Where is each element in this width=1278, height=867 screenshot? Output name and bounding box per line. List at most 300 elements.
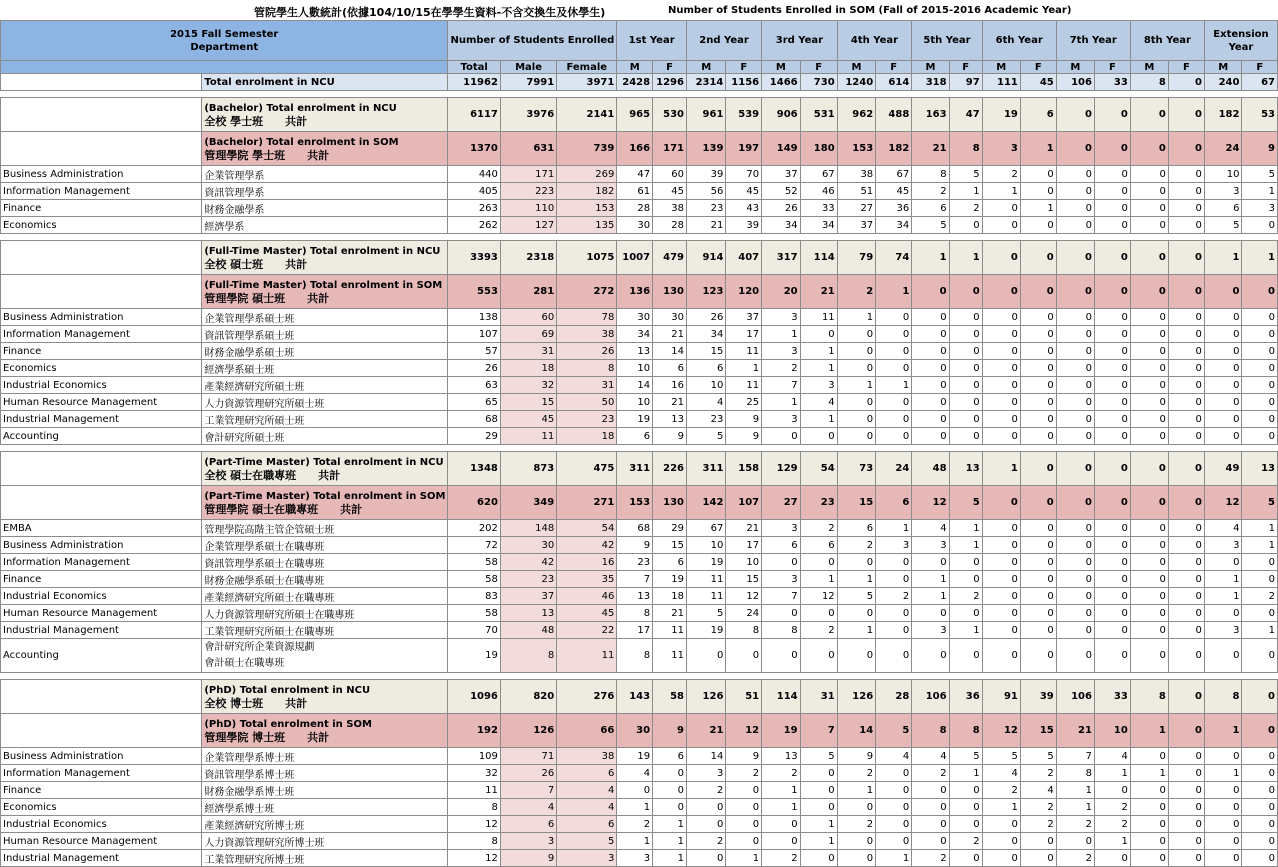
spacer-row	[1, 234, 1278, 241]
value-cell: 0	[982, 377, 1020, 394]
value-cell: 14	[837, 714, 876, 748]
value-cell: 0	[1242, 554, 1278, 571]
value-cell: 0	[1056, 588, 1094, 605]
value-cell: 19	[617, 411, 653, 428]
value-cell: 1	[762, 326, 801, 343]
value-cell: 32	[500, 377, 556, 394]
year-header-8: 8th Year	[1130, 21, 1204, 61]
ncu-summary-label	[202, 98, 448, 132]
value-cell: 0	[1020, 571, 1056, 588]
value-cell: 7	[800, 714, 837, 748]
department-row	[1, 850, 1278, 867]
value-cell: 631	[500, 132, 556, 166]
value-cell: 114	[800, 241, 837, 275]
value-cell: 135	[557, 217, 617, 234]
value-cell: 5	[557, 833, 617, 850]
value-cell: 1	[1204, 765, 1242, 782]
value-cell: 5	[800, 748, 837, 765]
value-cell: 0	[1130, 309, 1168, 326]
value-cell: 0	[1168, 571, 1204, 588]
value-cell: 26	[448, 360, 500, 377]
value-cell: 0	[837, 411, 876, 428]
value-cell: 0	[1130, 200, 1168, 217]
value-cell: 4	[876, 748, 912, 765]
value-cell: 2	[876, 588, 912, 605]
value-cell: 23	[500, 571, 556, 588]
som-summary-row	[1, 714, 1278, 748]
value-cell: 6	[653, 554, 687, 571]
value-cell: 0	[912, 326, 949, 343]
value-cell: 37	[500, 588, 556, 605]
value-cell: 6	[837, 520, 876, 537]
value-cell: 2	[837, 765, 876, 782]
value-cell: 276	[557, 680, 617, 714]
department-name: Accounting	[1, 639, 202, 673]
value-cell: 0	[1242, 833, 1278, 850]
value-cell: 5	[982, 748, 1020, 765]
value-cell: 2	[800, 520, 837, 537]
value-cell: 0	[912, 799, 949, 816]
value-cell: 1	[1020, 200, 1056, 217]
som-summary-label	[202, 714, 448, 748]
value-cell: 0	[1242, 309, 1278, 326]
value-cell: 281	[500, 275, 556, 309]
value-cell: 25	[726, 394, 762, 411]
department-name: Human Resource Management	[1, 394, 202, 411]
value-cell: 54	[800, 452, 837, 486]
value-cell: 30	[617, 217, 653, 234]
value-cell: 1	[726, 360, 762, 377]
value-cell: 0	[800, 554, 837, 571]
value-cell: 0	[1168, 680, 1204, 714]
value-cell: 1	[1020, 132, 1056, 166]
value-cell: 0	[949, 782, 982, 799]
value-cell: 0	[949, 816, 982, 833]
semester-header	[1, 21, 448, 61]
value-cell: 15	[686, 343, 725, 360]
value-cell: 1	[800, 833, 837, 850]
value-cell: 67	[876, 166, 912, 183]
value-cell: 0	[1094, 639, 1130, 673]
value-cell: 2141	[557, 98, 617, 132]
value-cell: 0	[1204, 605, 1242, 622]
value-cell: 0	[1130, 217, 1168, 234]
value-cell: 0	[1204, 799, 1242, 816]
value-cell: 0	[800, 799, 837, 816]
value-cell: 0	[653, 765, 687, 782]
value-cell: 8	[557, 360, 617, 377]
value-cell: 1	[653, 816, 687, 833]
value-cell: 129	[762, 452, 801, 486]
value-cell: 0	[1094, 275, 1130, 309]
department-name-zh: 會計研究所碩士班	[202, 428, 448, 445]
blank-cell	[1, 486, 202, 520]
department-name: Economics	[1, 360, 202, 377]
summary-label-zh: 管理學院 學士班 共計	[204, 148, 330, 162]
value-cell: 0	[1056, 537, 1094, 554]
value-cell: 1	[800, 411, 837, 428]
value-cell: 19	[448, 639, 500, 673]
value-cell: 21	[653, 394, 687, 411]
value-cell: 0	[1130, 833, 1168, 850]
value-cell: 0	[1242, 571, 1278, 588]
value-cell: 6	[653, 360, 687, 377]
value-cell: 0	[1130, 166, 1168, 183]
f-col-header: F	[726, 61, 762, 74]
value-cell: 28	[617, 200, 653, 217]
value-cell: 0	[912, 816, 949, 833]
department-row	[1, 377, 1278, 394]
f-col-header: F	[876, 61, 912, 74]
value-cell: 13	[949, 452, 982, 486]
summary-label-zh: 管理學院 碩士班 共計	[204, 291, 330, 305]
value-cell: 0	[1168, 765, 1204, 782]
department-name: Information Management	[1, 765, 202, 782]
value-cell: 24	[1204, 132, 1242, 166]
value-cell: 0	[982, 622, 1020, 639]
value-cell: 54	[557, 520, 617, 537]
value-cell: 475	[557, 452, 617, 486]
som-summary-label	[202, 486, 448, 520]
value-cell: 9	[653, 428, 687, 445]
spacer-cell	[1, 91, 1278, 98]
value-cell: 539	[726, 98, 762, 132]
value-cell: 2	[949, 588, 982, 605]
value-cell: 38	[557, 326, 617, 343]
value-cell: 6	[1020, 98, 1056, 132]
value-cell: 0	[1020, 411, 1056, 428]
value-cell: 60	[653, 166, 687, 183]
value-cell: 8	[949, 714, 982, 748]
department-row	[1, 200, 1278, 217]
value-cell: 0	[949, 326, 982, 343]
value-cell: 0	[1130, 241, 1168, 275]
department-name: EMBA	[1, 520, 202, 537]
value-cell: 1	[876, 377, 912, 394]
value-cell: 0	[686, 799, 725, 816]
value-cell: 0	[1094, 217, 1130, 234]
department-name-zh: 財務金融學系碩士班	[202, 343, 448, 360]
value-cell: 47	[617, 166, 653, 183]
value-cell: 0	[1056, 183, 1094, 200]
department-name: Information Management	[1, 326, 202, 343]
value-cell: 0	[1020, 241, 1056, 275]
value-cell: 13	[500, 605, 556, 622]
value-cell: 0	[686, 639, 725, 673]
value-cell: 1	[653, 850, 687, 867]
value-cell: 10	[617, 394, 653, 411]
value-cell: 0	[912, 275, 949, 309]
summary-label-en: (Part-Time Master) Total enrolment in NCU	[204, 456, 444, 468]
value-cell: 0	[1168, 799, 1204, 816]
value-cell: 965	[617, 98, 653, 132]
ncu-summary-row	[1, 241, 1278, 275]
value-cell: 0	[1094, 98, 1130, 132]
value-cell: 4	[617, 765, 653, 782]
value-cell: 138	[448, 309, 500, 326]
value-cell: 0	[949, 571, 982, 588]
value-cell: 0	[1056, 166, 1094, 183]
summary-label-en: (Bachelor) Total enrolment in SOM	[204, 136, 399, 148]
value-cell: 0	[1242, 343, 1278, 360]
value-cell: 5	[949, 748, 982, 765]
value-cell: 0	[912, 394, 949, 411]
value-cell: 0	[1056, 241, 1094, 275]
value-cell: 97	[949, 74, 982, 91]
department-row	[1, 394, 1278, 411]
value-cell: 3	[762, 520, 801, 537]
value-cell: 8	[1130, 74, 1168, 91]
value-cell: 29	[653, 520, 687, 537]
value-cell: 3971	[557, 74, 617, 91]
value-cell: 31	[800, 680, 837, 714]
value-cell: 1	[1242, 537, 1278, 554]
value-cell: 0	[1168, 394, 1204, 411]
value-cell: 0	[1056, 486, 1094, 520]
value-cell: 8	[448, 833, 500, 850]
value-cell: 0	[1056, 275, 1094, 309]
value-cell: 47	[949, 98, 982, 132]
department-name: Industrial Management	[1, 850, 202, 867]
value-cell: 2	[686, 833, 725, 850]
value-cell: 18	[653, 588, 687, 605]
value-cell: 0	[1168, 183, 1204, 200]
value-cell: 1	[912, 241, 949, 275]
department-row	[1, 816, 1278, 833]
department-name: Finance	[1, 571, 202, 588]
value-cell: 0	[1020, 622, 1056, 639]
value-cell: 0	[686, 850, 725, 867]
value-cell: 0	[1130, 639, 1168, 673]
year-header-7: 7th Year	[1056, 21, 1130, 61]
value-cell: 0	[726, 799, 762, 816]
department-row	[1, 605, 1278, 622]
value-cell: 13	[617, 588, 653, 605]
value-cell: 0	[912, 428, 949, 445]
value-cell: 6	[1204, 200, 1242, 217]
value-cell: 0	[1056, 309, 1094, 326]
value-cell: 0	[876, 605, 912, 622]
value-cell: 67	[686, 520, 725, 537]
value-cell: 15	[837, 486, 876, 520]
som-summary-label	[202, 275, 448, 309]
value-cell: 0	[1204, 782, 1242, 799]
som-summary-row	[1, 275, 1278, 309]
value-cell: 2314	[686, 74, 725, 91]
value-cell: 0	[1168, 360, 1204, 377]
value-cell: 0	[876, 428, 912, 445]
ncu-summary-row	[1, 98, 1278, 132]
value-cell: 0	[762, 833, 801, 850]
value-cell: 1	[726, 850, 762, 867]
value-cell: 0	[1168, 275, 1204, 309]
value-cell: 49	[1204, 452, 1242, 486]
value-cell: 2	[837, 275, 876, 309]
value-cell: 153	[617, 486, 653, 520]
value-cell: 0	[1168, 343, 1204, 360]
value-cell: 0	[1204, 833, 1242, 850]
value-cell: 48	[912, 452, 949, 486]
value-cell: 202	[448, 520, 500, 537]
value-cell: 51	[726, 680, 762, 714]
value-cell: 2	[762, 850, 801, 867]
value-cell: 0	[1094, 241, 1130, 275]
value-cell: 2	[912, 183, 949, 200]
value-cell: 5	[949, 486, 982, 520]
value-cell: 5	[949, 166, 982, 183]
value-cell: 10	[617, 360, 653, 377]
value-cell: 106	[912, 680, 949, 714]
value-cell: 0	[1130, 394, 1168, 411]
value-cell: 7991	[500, 74, 556, 91]
value-cell: 0	[1130, 799, 1168, 816]
department-name: Economics	[1, 217, 202, 234]
value-cell: 0	[837, 428, 876, 445]
value-cell: 8	[448, 799, 500, 816]
value-cell: 0	[837, 326, 876, 343]
value-cell: 67	[800, 166, 837, 183]
value-cell: 1	[912, 571, 949, 588]
value-cell: 0	[1242, 748, 1278, 765]
value-cell: 1	[982, 799, 1020, 816]
value-cell: 5	[1020, 748, 1056, 765]
value-cell: 26	[762, 200, 801, 217]
value-cell: 0	[1020, 605, 1056, 622]
department-name: Business Administration	[1, 748, 202, 765]
value-cell: 0	[982, 537, 1020, 554]
value-cell: 23	[686, 411, 725, 428]
value-cell: 4	[686, 394, 725, 411]
value-cell: 11	[653, 639, 687, 673]
value-cell: 11	[653, 622, 687, 639]
value-cell: 1370	[448, 132, 500, 166]
value-cell: 9	[726, 428, 762, 445]
department-row	[1, 554, 1278, 571]
value-cell: 0	[982, 411, 1020, 428]
year-header-5: 5th Year	[912, 21, 982, 61]
value-cell: 0	[1242, 765, 1278, 782]
value-cell: 1	[1094, 833, 1130, 850]
value-cell: 23	[617, 554, 653, 571]
value-cell: 263	[448, 200, 500, 217]
value-cell: 0	[912, 411, 949, 428]
value-cell: 0	[1094, 326, 1130, 343]
value-cell: 21	[800, 275, 837, 309]
ncu-summary-label	[202, 241, 448, 275]
value-cell: 0	[800, 326, 837, 343]
summary-label-zh: 全校 博士班 共計	[204, 696, 308, 710]
value-cell: 58	[653, 680, 687, 714]
department-row	[1, 183, 1278, 200]
value-cell: 43	[726, 200, 762, 217]
value-cell: 107	[726, 486, 762, 520]
value-cell: 0	[800, 605, 837, 622]
value-cell: 0	[1168, 241, 1204, 275]
value-cell: 70	[726, 166, 762, 183]
value-cell: 0	[1020, 486, 1056, 520]
value-cell: 71	[500, 748, 556, 765]
value-cell: 0	[982, 394, 1020, 411]
value-cell: 0	[1168, 166, 1204, 183]
value-cell: 3	[686, 765, 725, 782]
value-cell: 0	[1204, 377, 1242, 394]
value-cell: 0	[1242, 799, 1278, 816]
value-cell: 39	[686, 166, 725, 183]
value-cell: 0	[1094, 588, 1130, 605]
value-cell: 317	[762, 241, 801, 275]
value-cell: 3	[912, 622, 949, 639]
value-cell: 0	[762, 554, 801, 571]
value-cell: 111	[982, 74, 1020, 91]
value-cell: 0	[949, 360, 982, 377]
value-cell: 962	[837, 98, 876, 132]
m-col-header: M	[1204, 61, 1242, 74]
value-cell: 0	[1168, 132, 1204, 166]
value-cell: 2	[982, 782, 1020, 799]
value-cell: 3	[762, 411, 801, 428]
value-cell: 15	[726, 571, 762, 588]
value-cell: 56	[686, 183, 725, 200]
value-cell: 68	[617, 520, 653, 537]
value-cell: 0	[1168, 428, 1204, 445]
value-cell: 31	[557, 377, 617, 394]
value-cell: 0	[726, 782, 762, 799]
value-cell: 1	[800, 360, 837, 377]
value-cell: 2	[762, 360, 801, 377]
value-cell: 0	[982, 833, 1020, 850]
value-cell: 0	[1056, 377, 1094, 394]
value-cell: 0	[1056, 411, 1094, 428]
value-cell: 0	[1094, 554, 1130, 571]
value-cell: 23	[557, 411, 617, 428]
value-cell: 10	[726, 554, 762, 571]
value-cell: 0	[1020, 309, 1056, 326]
value-cell: 1	[1130, 765, 1168, 782]
value-cell: 1	[876, 275, 912, 309]
value-cell: 9	[1242, 132, 1278, 166]
value-cell: 45	[500, 411, 556, 428]
department-row	[1, 520, 1278, 537]
value-cell: 1007	[617, 241, 653, 275]
value-cell: 7	[1056, 748, 1094, 765]
department-row	[1, 833, 1278, 850]
value-cell: 5	[1204, 217, 1242, 234]
value-cell: 3	[912, 537, 949, 554]
value-cell: 0	[949, 275, 982, 309]
value-cell: 0	[1056, 326, 1094, 343]
semester-label: 2015 Fall Semester	[170, 28, 279, 40]
department-name: Industrial Economics	[1, 816, 202, 833]
value-cell: 2	[837, 816, 876, 833]
ncu-summary-label	[202, 680, 448, 714]
value-cell: 0	[1020, 520, 1056, 537]
value-cell: 0	[1130, 588, 1168, 605]
summary-label-en: (Full-Time Master) Total enrolment in NCU	[204, 245, 441, 257]
value-cell: 1	[837, 622, 876, 639]
value-cell: 0	[982, 571, 1020, 588]
year-header-2: 2nd Year	[686, 21, 761, 61]
value-cell: 0	[1056, 833, 1094, 850]
value-cell: 0	[949, 605, 982, 622]
value-cell: 123	[686, 275, 725, 309]
value-cell: 0	[876, 639, 912, 673]
value-cell: 0	[912, 833, 949, 850]
value-cell: 0	[1242, 782, 1278, 799]
value-cell: 27	[762, 486, 801, 520]
value-cell: 6	[912, 200, 949, 217]
value-cell: 0	[1168, 782, 1204, 799]
value-cell: 0	[876, 360, 912, 377]
